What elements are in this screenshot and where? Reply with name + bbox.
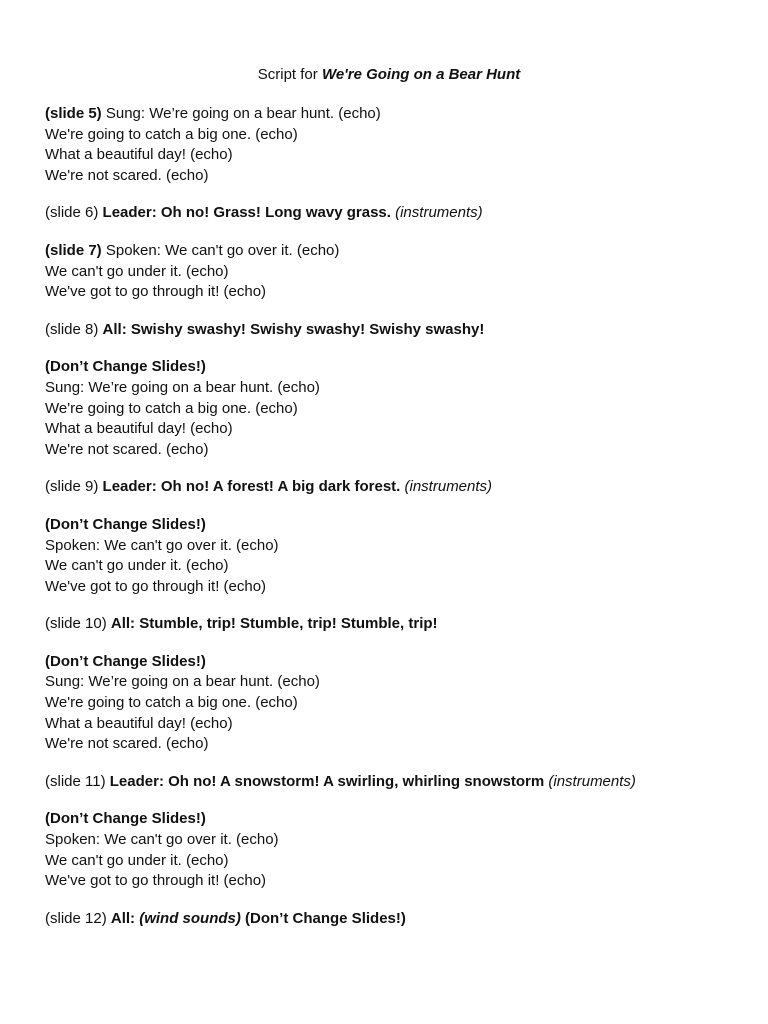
title-work-name: We're Going on a Bear Hunt <box>321 66 521 83</box>
script-text-segment: What a beautiful day! (echo) <box>45 146 233 164</box>
script-line <box>45 104 735 125</box>
script-block <box>45 477 735 498</box>
script-text-segment: (slide 12) <box>45 909 111 927</box>
script-line <box>45 262 735 283</box>
script-text-segment: We're going to catch a big one. (echo) <box>45 125 298 143</box>
script-text-segment: Leader: Oh no! A forest! A big dark forest. <box>102 478 401 496</box>
script-text-segment: Sung: We’re going on a bear hunt. (echo) <box>101 105 381 122</box>
script-text-segment: (slide 8) <box>45 320 103 338</box>
script-text-segment: (slide 9) <box>45 478 103 496</box>
script-text-segment: (slide 11) <box>45 772 110 790</box>
script-block <box>45 320 735 341</box>
script-block <box>45 614 735 635</box>
script-text-segment: Leader: Oh no! Grass! Long wavy grass. <box>102 204 391 222</box>
script-text-segment: (slide 7) <box>45 241 102 259</box>
script-block <box>45 203 735 224</box>
script-line <box>45 440 735 461</box>
script-text-segment: Sung: We’re going on a bear hunt. (echo) <box>45 673 320 691</box>
script-block <box>45 909 735 930</box>
title-prefix: Script for <box>257 66 322 83</box>
script-line <box>45 909 735 930</box>
script-text-segment: All: Swishy swashy! Swishy swashy! Swishy swashy! <box>102 320 485 338</box>
script-line <box>45 652 735 673</box>
script-text-segment: Spoken: We can't go over it. (echo) <box>45 831 279 849</box>
script-line <box>45 693 735 714</box>
script-line <box>45 772 735 793</box>
script-text-segment: We can't go under it. (echo) <box>45 851 229 869</box>
script-text-segment: We're not scared. (echo) <box>45 440 209 458</box>
script-text-segment: What a beautiful day! (echo) <box>45 714 233 732</box>
script-line <box>45 672 735 693</box>
script-line <box>45 320 735 341</box>
script-line <box>45 734 735 755</box>
script-line <box>45 577 735 598</box>
script-line <box>45 357 735 378</box>
script-text-segment: (slide 10) <box>45 615 111 633</box>
script-text-segment: (slide 5) <box>45 105 102 122</box>
script-block <box>45 515 735 597</box>
script-text-segment: We've got to go through it! (echo) <box>45 577 267 595</box>
script-line <box>45 378 735 399</box>
document-title <box>45 66 735 84</box>
script-text-segment: (instruments) <box>548 772 636 790</box>
script-text-segment: Spoken: We can't go over it. (echo) <box>101 241 340 259</box>
script-line <box>45 556 735 577</box>
script-line <box>45 282 735 303</box>
script-text-segment: What a beautiful day! (echo) <box>45 420 233 438</box>
script-line <box>45 399 735 420</box>
script-text-segment: (instruments) <box>404 478 493 496</box>
script-block <box>45 652 735 755</box>
script-text-segment: We're not scared. (echo) <box>45 735 209 753</box>
script-body <box>45 104 735 929</box>
script-text-segment: We're going to catch a big one. (echo) <box>45 399 298 417</box>
script-line <box>45 714 735 735</box>
script-text-segment: We're going to catch a big one. (echo) <box>45 694 298 712</box>
script-text-segment: (Don’t Change Slides!) <box>45 652 206 670</box>
script-block <box>45 772 735 793</box>
script-line <box>45 851 735 872</box>
script-text-segment: All: Stumble, trip! Stumble, trip! Stumble, trip! <box>110 615 438 633</box>
script-text-segment: (slide 6) <box>45 204 103 222</box>
script-line <box>45 830 735 851</box>
script-text-segment: We're not scared. (echo) <box>45 166 209 184</box>
script-block <box>45 104 735 186</box>
script-line <box>45 203 735 224</box>
script-line <box>45 477 735 498</box>
script-text-segment: (Don’t Change Slides!) <box>45 810 206 828</box>
script-line <box>45 241 735 262</box>
document-page <box>45 66 735 946</box>
script-line <box>45 871 735 892</box>
script-text-segment: We can't go under it. (echo) <box>45 557 229 575</box>
script-text-segment: (Don’t Change Slides!) <box>45 358 206 376</box>
script-text-segment: Leader: Oh no! A snowstorm! A swirling, whirling snowstorm <box>109 772 545 790</box>
script-text-segment: (wind sounds) <box>139 909 241 927</box>
script-text-segment: (instruments) <box>395 204 483 222</box>
script-text-segment: We've got to go through it! (echo) <box>45 283 267 301</box>
script-text-segment: Sung: We’re going on a bear hunt. (echo) <box>45 378 320 396</box>
script-line <box>45 419 735 440</box>
script-line <box>45 614 735 635</box>
script-block <box>45 241 735 303</box>
script-line <box>45 145 735 166</box>
script-line <box>45 166 735 187</box>
script-text-segment: Spoken: We can't go over it. (echo) <box>45 536 279 554</box>
script-text-segment: (Don’t Change Slides!) <box>245 909 406 927</box>
script-text-segment: We can't go under it. (echo) <box>45 262 229 280</box>
script-text-segment: (Don’t Change Slides!) <box>45 515 206 533</box>
script-text-segment: We've got to go through it! (echo) <box>45 872 267 890</box>
script-text-segment: All: <box>110 909 136 927</box>
script-line <box>45 809 735 830</box>
script-block <box>45 809 735 891</box>
script-line <box>45 515 735 536</box>
script-line <box>45 536 735 557</box>
script-line <box>45 125 735 146</box>
script-block <box>45 357 735 460</box>
